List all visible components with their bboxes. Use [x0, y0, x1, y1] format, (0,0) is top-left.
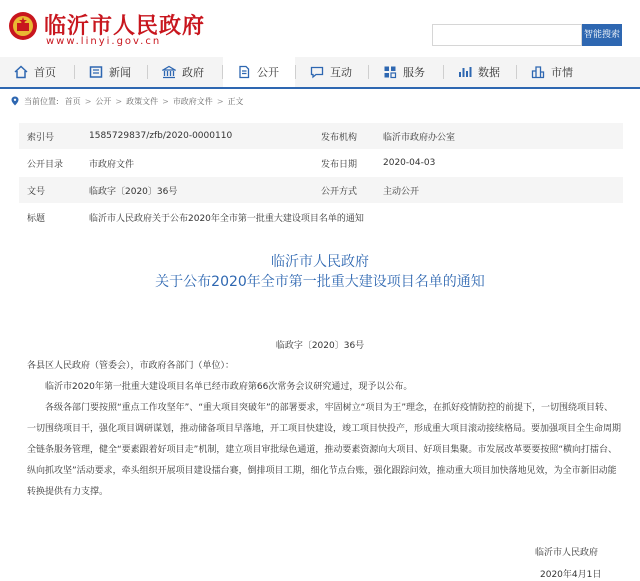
meta-label: 索引号 [19, 123, 81, 150]
nav-label-service: 服务 [403, 66, 425, 79]
nav-label-data: 数据 [478, 66, 500, 79]
document-icon [237, 65, 251, 79]
signature-organization: 临沂市人民政府 [535, 548, 599, 558]
meta-value: 临政字〔2020〕36号 [81, 177, 313, 204]
meta-value: 临沂市政府办公室 [375, 123, 623, 150]
nav-item-government[interactable] [148, 57, 222, 87]
search-input[interactable] [432, 24, 582, 46]
signature-date: 2020年4月1日 [540, 570, 602, 580]
meta-value: 市政府文件 [81, 150, 313, 177]
breadcrumb-item-home[interactable]: 首页 [64, 96, 81, 106]
breadcrumb-prefix: 当前位置: [24, 96, 59, 106]
main-nav [0, 57, 640, 89]
nav-label-interact: 互动 [330, 66, 352, 79]
service-icon [383, 65, 397, 79]
breadcrumb [10, 93, 244, 109]
document-title-line2: 关于公布2020年全市第一批重大建设项目名单的通知 [155, 274, 485, 290]
meta-label: 文号 [19, 177, 81, 204]
nav-label-city: 市情 [551, 66, 573, 79]
nav-item-home[interactable] [0, 57, 74, 87]
meta-value: 1585729837/zfb/2020-0000110 [81, 123, 313, 150]
document-title [0, 252, 640, 292]
meta-label: 发布日期 [313, 150, 375, 177]
site-url: www.linyi.gov.cn [46, 36, 162, 47]
nav-label-government: 政府 [182, 66, 204, 79]
document-paragraph-2: 各级各部门要按照“重点工作攻坚年”、“重大项目突破年”的部署要求，牢固树立“项目为王”理念，在抓好疫情防控的前提下，一切围绕项目转、一切围绕项目干，强化项目调研谋划，推动储备项目早落地，开工项目快建设，竣工项目快投产，形成重大项目滚动接续格局。要加强项目全生命周期全链条服务管理，健全“要素跟着好项目走”机制，建立项目审批绿色通道，推动要素资源向大项目、好项目集聚。市发展改革要要按照“横向打擂台、纵向抓攻坚”活动要求，牵头组织开展项目建设擂台赛，倒排项目工期，细化节点台账，强化跟踪问效，推动重大项目加快落地见效，为全市新旧动能转换提供有力支撑。 [27, 403, 622, 497]
meta-value: 主动公开 [375, 177, 623, 204]
meta-row [19, 177, 623, 204]
meta-row [19, 150, 623, 177]
meta-label: 发布机构 [313, 123, 375, 150]
location-icon [10, 96, 20, 106]
nav-item-city[interactable] [517, 57, 589, 87]
nav-item-news[interactable] [75, 57, 147, 87]
nav-item-service[interactable] [369, 57, 443, 87]
breadcrumb-separator: > [216, 96, 224, 106]
document-meta-table [19, 122, 623, 231]
home-icon [14, 65, 28, 79]
chat-icon [310, 65, 324, 79]
document-title-line1: 临沂市人民政府 [271, 254, 369, 270]
breadcrumb-item-open[interactable]: 公开 [95, 96, 112, 106]
data-icon [458, 65, 472, 79]
nav-item-interact[interactable] [296, 57, 368, 87]
breadcrumb-item-policy[interactable]: 政策文件 [126, 96, 159, 106]
document-paragraph-1: 临沂市2020年第一批重大建设项目名单已经市政府第66次常务会议研究通过，现予以公布。 [45, 382, 413, 392]
nav-label-open: 公开 [257, 66, 279, 79]
site-header [0, 0, 640, 57]
news-icon [89, 65, 103, 79]
nav-item-open[interactable] [223, 57, 295, 87]
city-icon [531, 65, 545, 79]
breadcrumb-separator: > [84, 96, 92, 106]
search-button[interactable]: 智能搜索 [582, 24, 622, 46]
meta-label: 公开方式 [313, 177, 375, 204]
nav-item-data[interactable] [444, 57, 516, 87]
meta-value: 2020-04-03 [375, 150, 623, 177]
document-number: 临政字〔2020〕36号 [275, 341, 365, 351]
meta-row [19, 204, 623, 231]
national-emblem-icon [8, 11, 38, 41]
meta-label: 标题 [19, 204, 81, 231]
meta-label: 公开目录 [19, 150, 81, 177]
meta-value: 临沂市人民政府关于公布2020年全市第一批重大建设项目名单的通知 [81, 204, 623, 231]
building-icon [162, 65, 176, 79]
nav-label-home: 首页 [34, 66, 56, 79]
breadcrumb-separator: > [115, 96, 123, 106]
breadcrumb-separator: > [162, 96, 169, 106]
site-title[interactable]: 临沂市人民政府 [44, 13, 206, 39]
document-salutation: 各县区人民政府（管委会），市政府各部门（单位）： [27, 361, 235, 371]
meta-row [19, 123, 623, 150]
breadcrumb-item-city-docs[interactable]: 市政府文件 [172, 96, 213, 106]
breadcrumb-item-current: 正文 [227, 96, 244, 106]
nav-label-news: 新闻 [109, 66, 131, 79]
